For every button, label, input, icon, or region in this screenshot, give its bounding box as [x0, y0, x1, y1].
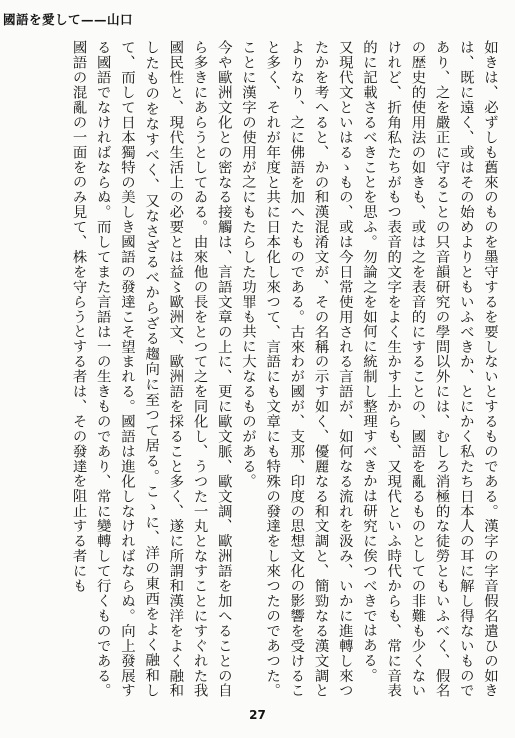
paragraph-2: 又現代文といはるゝもの、或は今日常使用される言語が、如何なる流れを汲み、いかに進轉し來つたかを考へると、かの和漢混淆文が、その名稱の示す如く、優麗なる和文調と、簡勁なる漢文調とよりなり、之に佛語を加へたものである。古來わが國が、支那、印度の思想文化の影響を受けること多く、それが年度と共に日本化し來つて、言語にも文章にも特殊の發達をし來つたのであつた。ことに漢字の使用が之にもたらした功罪も共に大なるものがある。 [239, 40, 353, 698]
running-header: 國語を愛して——山口 [3, 12, 134, 27]
paragraph-3: 今や歐洲文化との密なる接觸は、言語文章の上に、更に歐文脈、歐文調、歐洲語を加へることの自ら多きにあらうとしてゐる。由來他の長をとつて之を同化し、うつた一丸となすことにすぐれた我國民性と、現代生活上の必要とは益〻歐洲文、歐洲語を採ること多く、遂に所謂和漢洋をよく融和したものをなすべく、又なさざるべからざる趨向に至つて居る。こゝに、洋の東西をよく融和して、而して日本獨特の美しき國語の發達こそ望まれる。國語は進化しなければならぬ。向上發展する國語でなければならぬ。而してまた言語は一の生きものであり、常に變轉して行くものである。國語の混亂の一面をのみ見て、株を守らうとする者は、その發達を阻止する者にも [70, 40, 232, 698]
paragraph-1: 如きは、必ずしも舊來のものを墨守するを要しないとするものである。漢字の字音假名遣ひの如きは、既に遠く、或はその始めよりともいふべきか、とにかく私たち日本人の耳に解し得ないものであり、之を嚴正に守ることの只音韻研究の學問以外には、むしろ消極的な徒勞ともいふべく、假名の歴史的使用法の如きも、或は之を表音的にすることの、國語を亂るものとしての非難も少くないけれど、折角私たちがもつ表音的文字をよく生かす上からも、又現代といふ時代からも、常に音表的に記載さるべきことを思ふ。勿論之を如何に統制し整理すべきかは研究に俟つべきではある。 [360, 40, 498, 698]
body-text [14, 40, 502, 698]
page-number: 27 [249, 708, 266, 722]
